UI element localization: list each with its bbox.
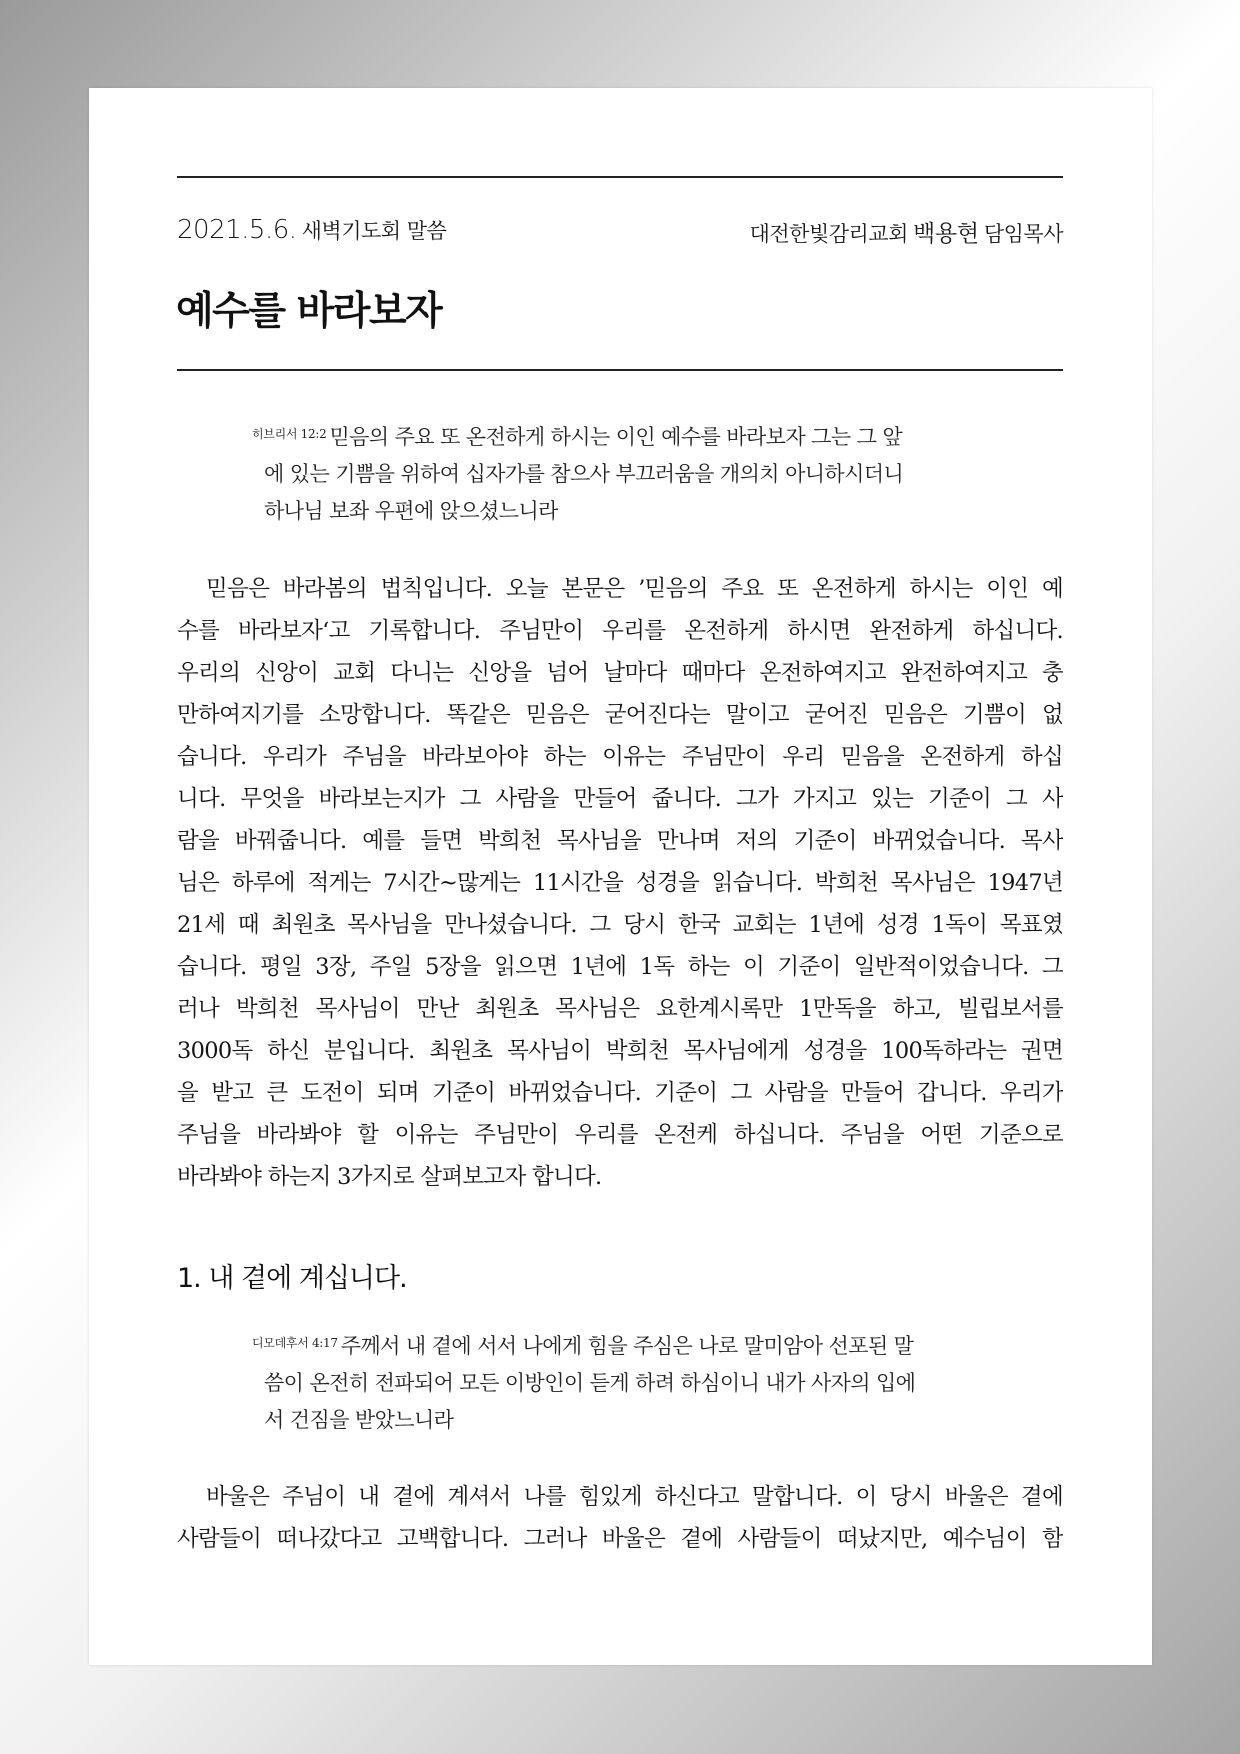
paragraph-line: 3000독 하신 분입니다. 최원초 목사님이 박희천 목사님에게 성경을 100독하라는 권면 bbox=[177, 1038, 1063, 1064]
scripture-line: 서 건짐을 받았느니라 bbox=[264, 1408, 454, 1432]
paragraph-line: 만하여지기를 소망합니다. 똑같은 믿음은 굳어진다는 말이고 굳어진 믿음은 기쁨이 없 bbox=[177, 702, 1063, 728]
paragraph-line: 바울은 주님이 내 곁에 계셔서 나를 힘있게 하신다고 말합니다. 이 당시 바울은 곁에 bbox=[206, 1484, 1063, 1510]
paragraph-line: 을 받고 큰 도전이 되며 기준이 바뀌었습니다. 기준이 그 사람을 만들어 갑니다. 우리가 bbox=[177, 1080, 1063, 1106]
pastor-name: 백용현 bbox=[912, 221, 979, 247]
paragraph-line: 니다. 무엇을 바라보는지가 그 사람을 만들어 줍니다. 그가 가지고 있는 기준이 그 사 bbox=[177, 786, 1063, 812]
paragraph-line: 러나 박희천 목사님이 만난 최원초 목사님은 요한계시록만 1만독을 하고, 빌립보서를 bbox=[177, 996, 1063, 1022]
scripture-line: 에 있는 기쁨을 위하여 십자가를 참으사 부끄러움을 개의치 아니하시더니 bbox=[264, 462, 904, 486]
paragraph-line: 믿음은 바라봄의 법칙입니다. 오늘 본문은 ’믿음의 주요 또 온전하게 하시는 이인 예 bbox=[206, 576, 1063, 602]
header-top-rule bbox=[177, 176, 1063, 178]
scripture-line bbox=[252, 1325, 992, 1365]
sermon-title: 예수를 바라보자 bbox=[176, 289, 442, 334]
scripture-quote bbox=[252, 416, 992, 530]
paragraph-line: 주님을 바라봐야 할 이유는 주님만이 우리를 온전케 하십니다. 주님을 어떤 기준으로 bbox=[177, 1122, 1063, 1148]
header-meta bbox=[177, 215, 1063, 251]
paragraph-line: 21세 때 최원초 목사님을 만나셨습니다. 그 당시 한국 교회는 1년에 성경 1독이 목표였 bbox=[177, 912, 1063, 938]
scripture-quote bbox=[252, 1325, 992, 1439]
scripture-reference: 히브리서 12:2 bbox=[252, 427, 327, 441]
scripture-line: 씀이 온전히 전파되어 모든 이방인이 듣게 하려 하심이니 내가 사자의 입에 bbox=[264, 1371, 916, 1395]
intro-paragraph bbox=[177, 568, 1063, 1198]
paragraph-line: 람을 바꿔줍니다. 예를 들면 박희천 목사님을 만나며 저의 기준이 바뀌었습니다. 목사 bbox=[177, 828, 1063, 854]
paragraph-line: 바라봐야 하는지 3가지로 살펴보고자 합니다. bbox=[177, 1164, 602, 1190]
paragraph-line: 수를 바라보자‘고 기록합니다. 주님만이 우리를 온전하게 하시면 완전하게 하십니다. bbox=[177, 618, 1063, 644]
sermon-date-line bbox=[177, 215, 446, 245]
paragraph-line: 우리의 신앙이 교회 다니는 신앙을 넘어 날마다 때마다 온전하여지고 완전하여지고 충 bbox=[177, 660, 1063, 686]
paragraph-line: 습니다. 평일 3장, 주일 5장을 읽으면 1년에 1독 하는 이 기준이 일반적이었습니다. 그 bbox=[177, 954, 1063, 980]
scripture-text: 믿음의 주요 또 온전하게 하시는 이인 예수를 바라보자 그는 그 앞 bbox=[329, 425, 903, 449]
scripture-line: 하나님 보좌 우편에 앉으셨느니라 bbox=[264, 499, 558, 523]
header-bottom-rule bbox=[177, 369, 1063, 371]
section-paragraph bbox=[177, 1476, 1063, 1560]
paragraph-line: 님은 하루에 적게는 7시간~많게는 11시간을 성경을 읽습니다. 박희천 목사님은 1947년 bbox=[177, 870, 1063, 896]
scripture-line bbox=[252, 416, 992, 456]
paragraph-line: 습니다. 우리가 주님을 바라보아야 하는 이유는 주님만이 우리 믿음을 온전하게 하십 bbox=[177, 744, 1063, 770]
sermon-date: 2021.5.6. bbox=[177, 215, 297, 245]
document-page bbox=[89, 88, 1152, 1665]
scripture-reference: 디모데후서 4:17 bbox=[252, 1336, 338, 1350]
scripture-text: 주께서 내 곁에 서서 나에게 힘을 주심은 나로 말미암아 선포된 말 bbox=[340, 1334, 914, 1358]
section-heading: 1. 내 곁에 계십니다. bbox=[177, 1263, 407, 1294]
pastor-title: 담임목사 bbox=[983, 222, 1063, 246]
paragraph-line: 사람들이 떠나갔다고 고백합니다. 그러나 바울은 곁에 사람들이 떠났지만, 예수님이 함 bbox=[177, 1526, 1063, 1552]
pastor-line bbox=[750, 215, 1063, 248]
church-name: 대전한빛감리교회 bbox=[749, 222, 908, 246]
sermon-event: 새벽기도회 말씀 bbox=[301, 219, 447, 243]
